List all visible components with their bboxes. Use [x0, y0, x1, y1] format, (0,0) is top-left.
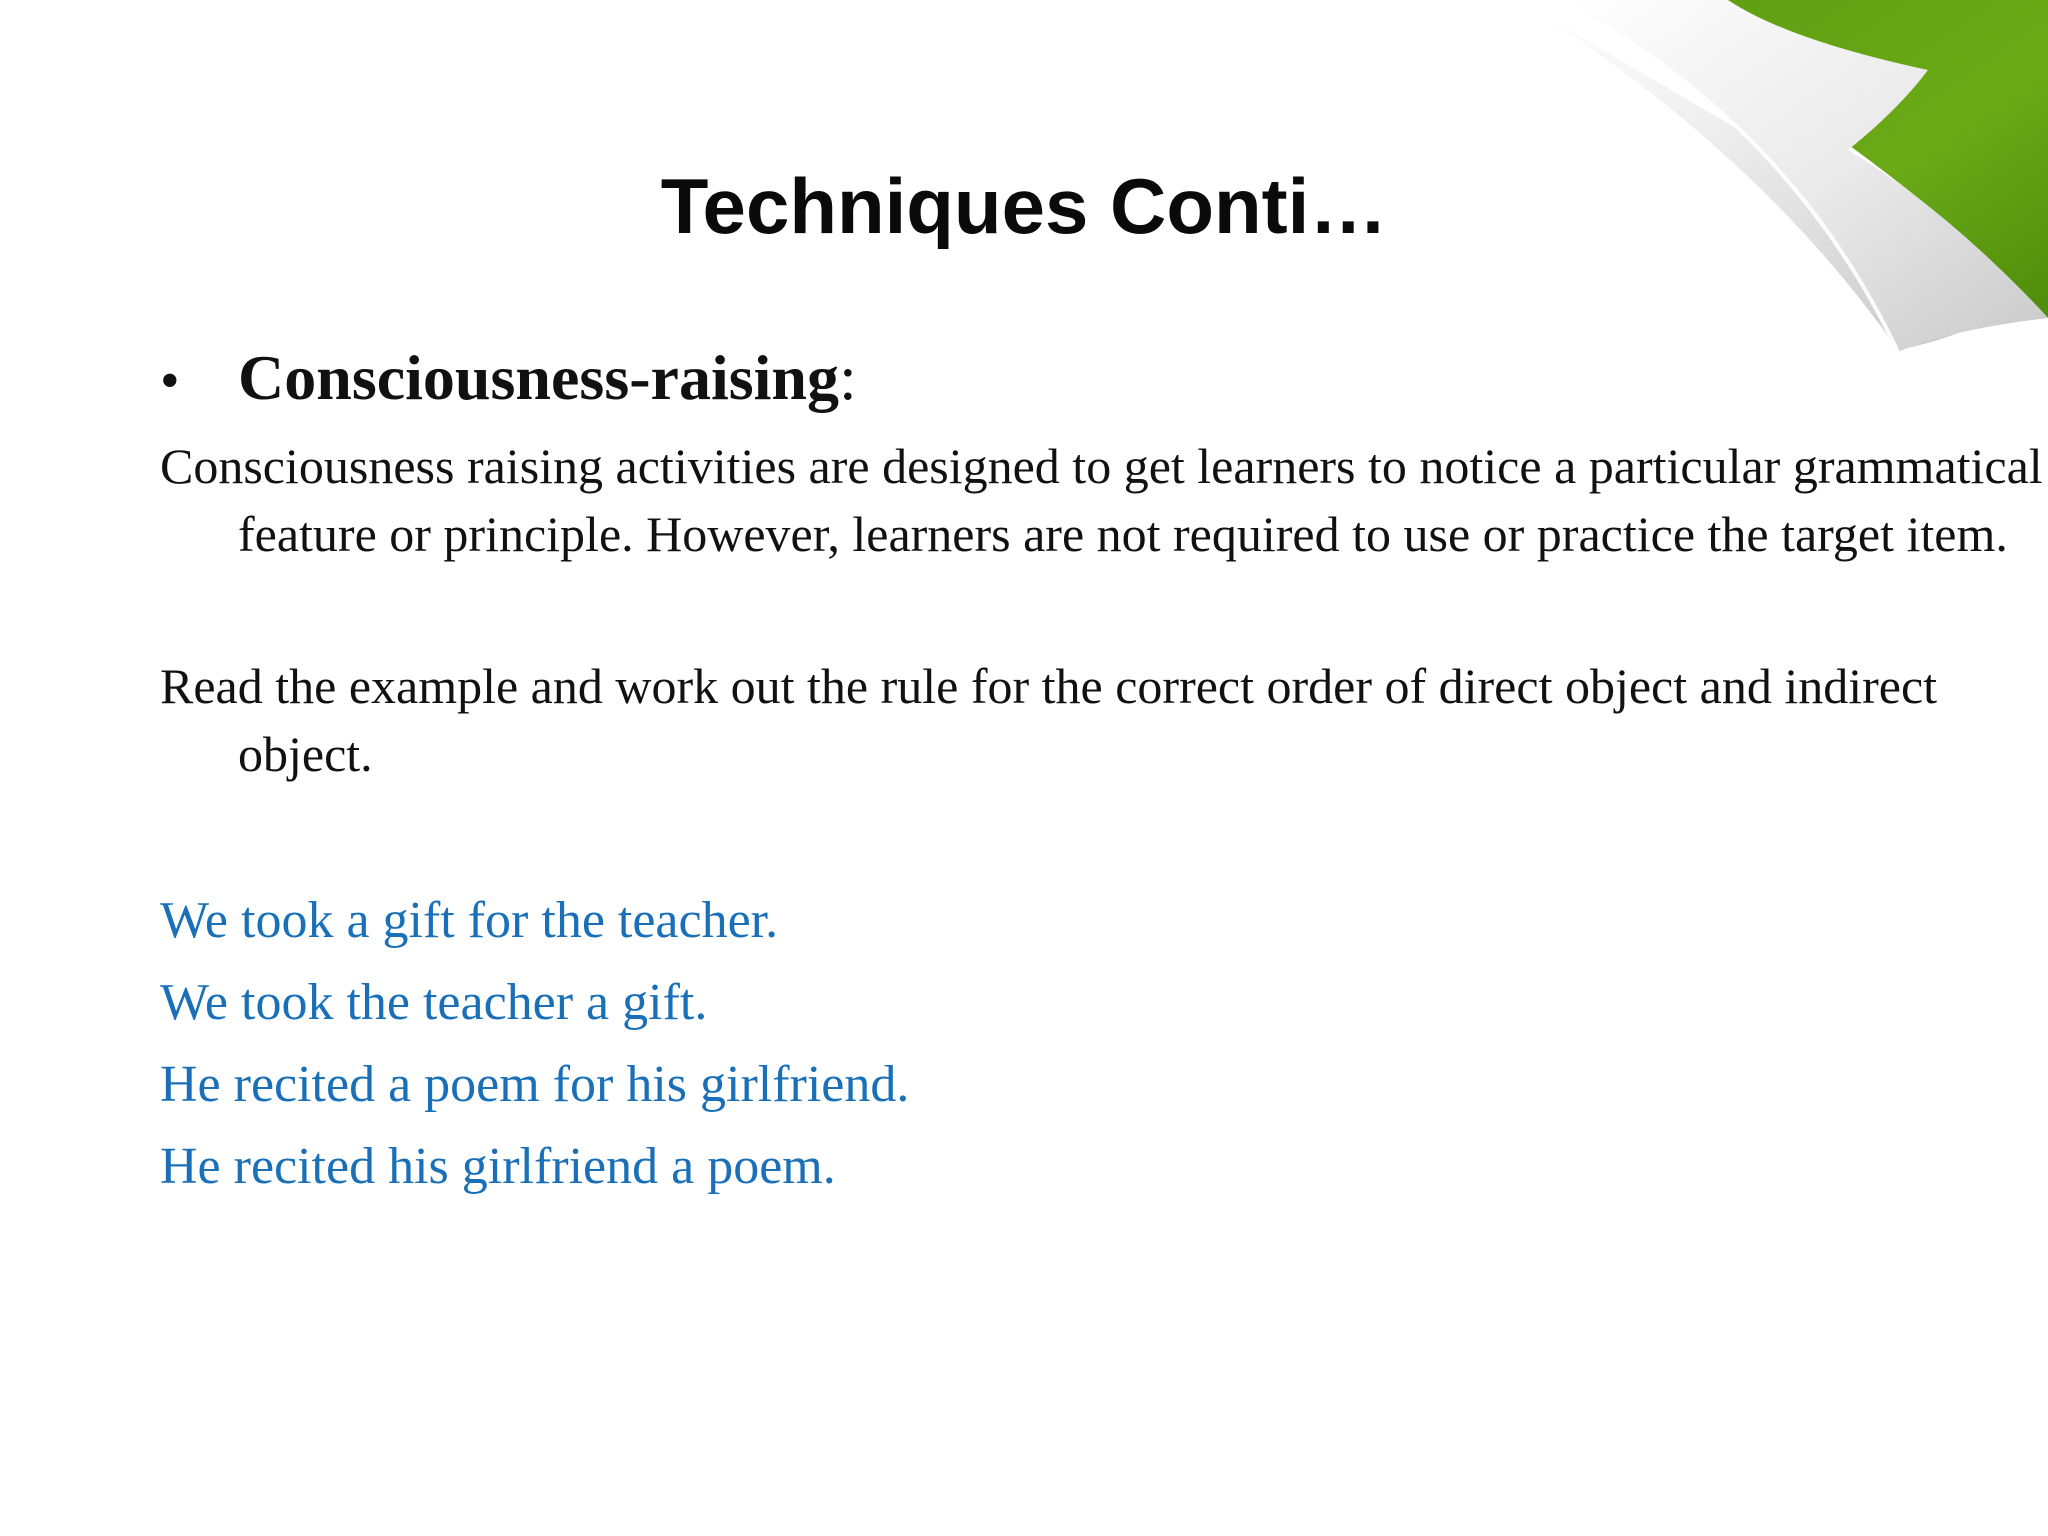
example-sentence: We took the teacher a gift. — [160, 974, 708, 1031]
example-sentence: He recited a poem for his girlfriend. — [160, 1056, 910, 1113]
slide-title: Techniques Conti… — [660, 162, 1388, 250]
bullet-suffix: : — [839, 342, 857, 413]
instruction-paragraph: Read the example and work out the rule for the correct order of direct object and indirect object. — [160, 658, 1938, 782]
example-sentence: He recited his girlfriend a poem. — [160, 1138, 836, 1195]
example-list — [160, 880, 909, 1208]
bullet-icon: • — [160, 350, 180, 412]
bullet-term: Consciousness-raising — [238, 342, 839, 413]
bullet-heading — [160, 338, 857, 421]
example-sentence: We took a gift for the teacher. — [160, 892, 779, 949]
description-paragraph: Consciousness raising activities are designed to get learners to notice a particular grammatical feature or principle. However, learners are not required to use or practice the target item. — [160, 438, 2043, 562]
